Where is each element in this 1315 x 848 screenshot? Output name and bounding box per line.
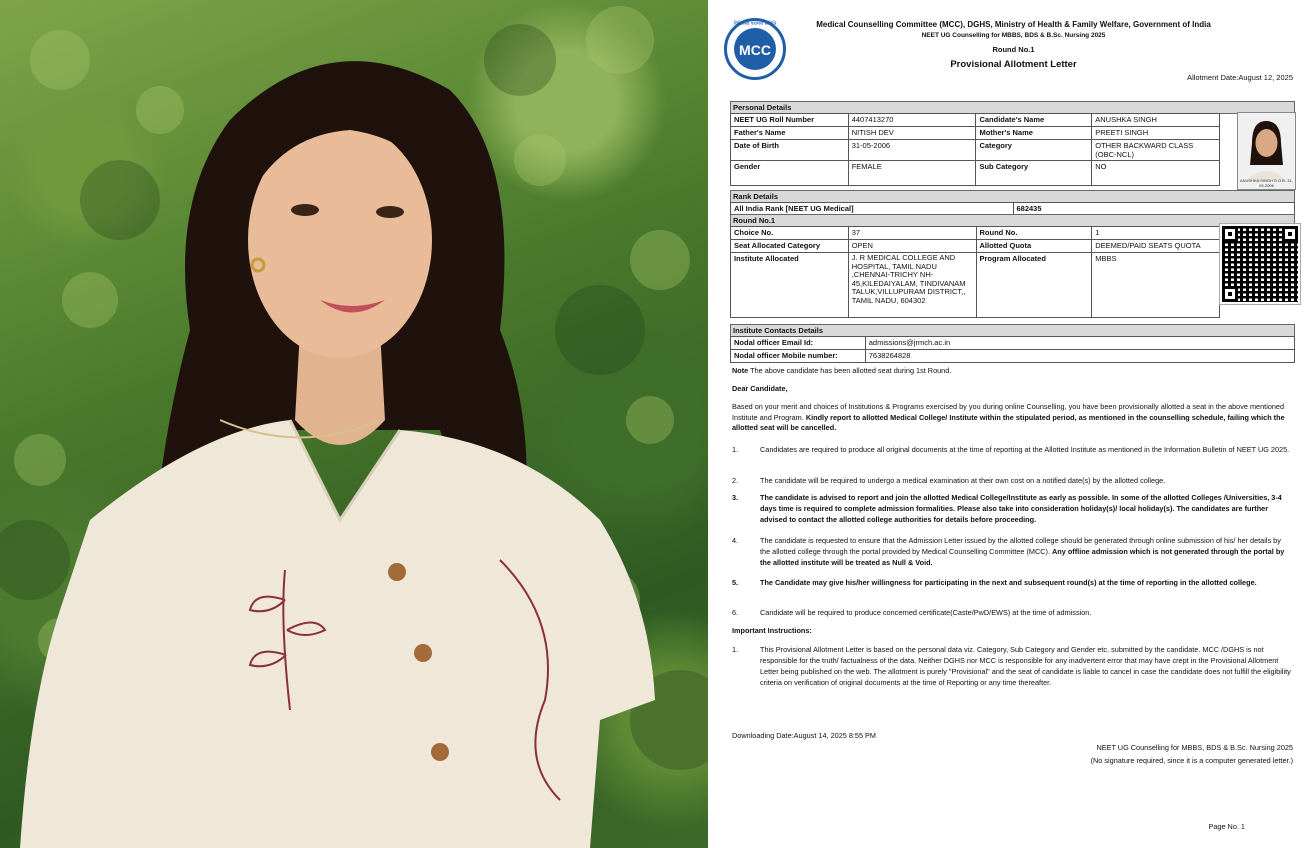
program-label: Program Allocated <box>976 253 1092 318</box>
important-heading: Important Instructions: <box>732 626 812 635</box>
institute-value: J. R MEDICAL COLLEGE AND HOSPITAL, TAMIL NADU ,CHENNAI-TRICHY NH-45,KILEDAIYALAM, TINDIVANAM TALUK,VILLUPURAM DISTRICT,, TAMIL NADU, 604302 <box>848 253 976 318</box>
page-number: Page No. 1 <box>1208 822 1245 831</box>
choice-label: Choice No. <box>731 227 849 240</box>
mobile-label: Nodal officer Mobile number: <box>731 350 866 363</box>
point-6-number: 6. <box>732 608 739 617</box>
note-text: The above candidate has been allotted seat during 1st Round. <box>748 366 952 375</box>
program-value: MBBS <box>1092 253 1220 318</box>
qr-finder-bottom-left <box>1222 286 1238 302</box>
personal-details-table <box>730 113 1220 186</box>
point-5-number: 5. <box>732 578 739 587</box>
email-label: Nodal officer Email Id: <box>731 337 866 350</box>
intro-bold: Kindly report to allotted Medical College/ Institute within the stipulated period, as mentioned in the counselling schedule, failing which the allotted seat will be cancelled. <box>732 412 1285 432</box>
seat-category-label: Seat Allocated Category <box>731 240 849 253</box>
note-line <box>732 366 1294 377</box>
choice-value: 37 <box>848 227 976 240</box>
round-heading: Round No.1 <box>992 45 1035 54</box>
gender-value: FEMALE <box>848 161 976 186</box>
dob-value: 31-05-2006 <box>848 140 976 161</box>
download-date: Downloading Date:August 14, 2025 8:55 PM <box>732 731 877 740</box>
mcc-logo-text: MCC <box>734 28 776 70</box>
header-line-2: NEET UG Counselling for MBBS, BDS & B.Sc. Nursing 2025 <box>921 32 1106 39</box>
roll-label: NEET UG Roll Number <box>731 114 849 127</box>
point-4-number: 4. <box>732 536 739 545</box>
allotment-table <box>730 226 1220 318</box>
allotment-date: Allotment Date:August 12, 2025 <box>1187 73 1293 82</box>
point-3-number: 3. <box>732 493 739 502</box>
subcategory-value: NO <box>1092 161 1220 186</box>
candidate-name-value: ANUSHKA SINGH <box>1092 114 1220 127</box>
seat-category-value: OPEN <box>848 240 976 253</box>
air-label: All India Rank [NEET UG Medical] <box>731 203 1014 216</box>
photo-caption: ANUSHKA SINGH D.O.B- 31-05-2006 <box>1239 178 1294 188</box>
candidate-photo <box>1237 112 1296 190</box>
subcategory-label: Sub Category <box>976 161 1092 186</box>
point-4-body <box>760 535 1292 568</box>
gender-label: Gender <box>731 161 849 186</box>
footer-line-1: NEET UG Counselling for MBBS, BDS & B.Sc. Nursing 2025 <box>1096 743 1293 752</box>
father-value: NITISH DEV <box>848 127 976 140</box>
mobile-value: 7638264828 <box>865 350 1294 363</box>
quota-value: DEEMED/PAID SEATS QUOTA <box>1092 240 1220 253</box>
qr-code <box>1220 224 1300 304</box>
air-value: 682435 <box>1013 203 1295 216</box>
letter-title: Provisional Allotment Letter <box>950 59 1077 70</box>
dob-label: Date of Birth <box>731 140 849 161</box>
point-2-text: The candidate will be required to undergo a medical examination at their own cost on a notified date(s) by the allotted college. <box>760 476 1166 485</box>
contacts-table <box>730 336 1295 363</box>
salutation: Dear Candidate, <box>732 384 788 393</box>
rank-details-heading: Rank Details <box>730 190 1295 203</box>
point-3-text: The candidate is advised to report and join the allotted Medical College/Institute as early as possible. In some of the allotted Colleges /Universities, 3-4 days time is required to complete admission formalities. Please also take into consideration holiday(s)/ local holiday(s). The candidates are further advised to contact the allotted college authorities for details before proceeding. <box>760 493 1282 524</box>
note-label: Note <box>732 366 749 375</box>
qr-finder-top-right <box>1282 226 1298 242</box>
point-2-number: 2. <box>732 476 739 485</box>
round-no-value: 1 <box>1092 227 1220 240</box>
personal-details-heading: Personal Details <box>730 101 1295 114</box>
mother-value: PREETI SINGH <box>1092 127 1220 140</box>
institute-label: Institute Allocated <box>731 253 849 318</box>
allotment-letter <box>712 0 1315 848</box>
round-details-heading: Round No.1 <box>730 214 1295 227</box>
email-value: admissions@jrmch.ac.in <box>865 337 1294 350</box>
point-6-text: Candidate will be required to produce concerned certificate(Caste/PwD/EWS) at the time of admission. <box>760 608 1092 617</box>
quota-label: Allotted Quota <box>976 240 1092 253</box>
point-1-text: Candidates are required to produce all original documents at the time of reporting at the Allotted Institute as mentioned in the Information Bulletin of NEET UG 2025. <box>760 445 1290 454</box>
category-value: OTHER BACKWARD CLASS (OBC-NCL) <box>1092 140 1220 161</box>
qr-finder-top-left <box>1222 226 1238 242</box>
father-label: Father's Name <box>731 127 849 140</box>
header-line-1: Medical Counselling Committee (MCC), DGHS, Ministry of Health & Family Welfare, Government of India <box>816 20 1211 29</box>
important-number: 1. <box>732 645 739 654</box>
round-no-label: Round No. <box>976 227 1092 240</box>
roll-value: 4407413270 <box>848 114 976 127</box>
mcc-logo-ring-text: चिकित्सा परामर्श समिति <box>733 21 777 27</box>
point-4-text: The candidate is requested to ensure that the Admission Letter issued by the allotted college should be generated through online submission of his/ her details by the allotted college through the portal provided by Medical Counselling Committee (MCC). <box>760 536 1281 556</box>
institute-contacts-heading: Institute Contacts Details <box>730 324 1295 337</box>
intro-paragraph <box>732 402 1294 434</box>
intro-normal: Based on your merit and choices of Institutions & Programs exercised by you during online Counselling, you have been provisionally allotted a seat in the above mentioned Institute and Program. <box>732 402 1285 422</box>
footer-line-2: (No signature required, since it is a computer generated letter.) <box>1090 756 1293 765</box>
point-4-bold: Any offline admission which is not generated through the portal by the allotted institute will be treated as Null & Void. <box>760 547 1285 567</box>
important-text: This Provisional Allotment Letter is based on the personal data viz. Category, Sub Category and Gender etc. submitted by the candidate. MCC /DGHS is not responsible for the truth/ factualness of the data. Neither DGHS nor MCC is responsible for any inadvertent error that may have crept in the Provisional Allotment Letter being published on the web. The allotment is purely "Provisional" and the seat of candidate is liable to cancel in case the candidate does not fulfill the eligibility criteria on verification of original documents at the time of Reporting or any time thereafter. <box>760 645 1291 687</box>
mother-label: Mother's Name <box>976 127 1092 140</box>
point-5-text: The Candidate may give his/her willingness for participating in the next and subsequent round(s) at the time of reporting in the allotted college. <box>760 578 1257 587</box>
candidate-name-label: Candidate's Name <box>976 114 1092 127</box>
category-label: Category <box>976 140 1092 161</box>
point-1-number: 1. <box>732 445 739 454</box>
